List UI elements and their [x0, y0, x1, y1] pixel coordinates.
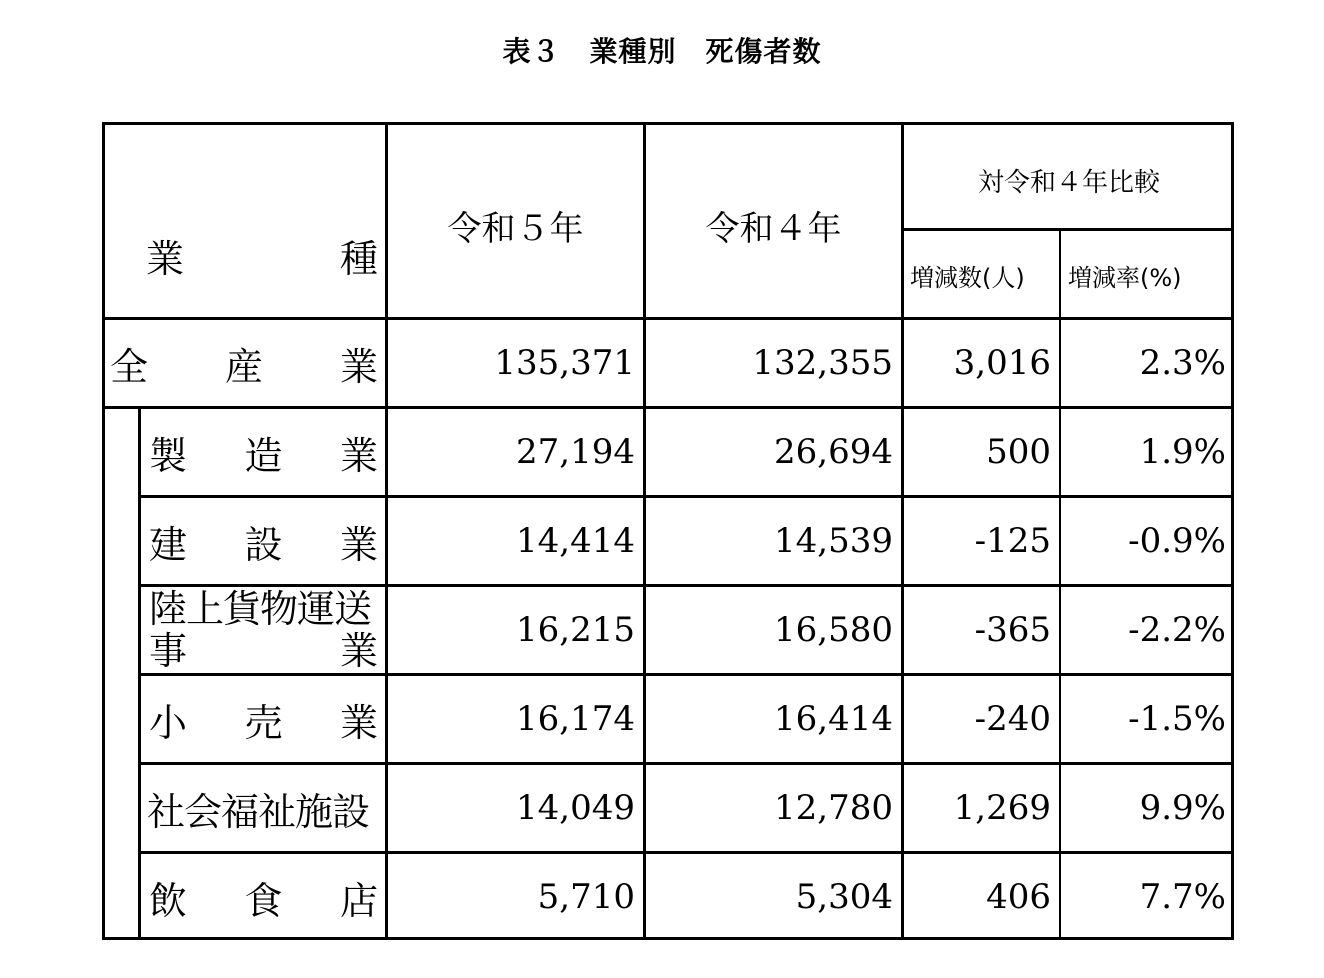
total-label: 全 産 業 [110, 344, 378, 389]
total-diff: 3,016 [953, 343, 1051, 383]
row-r5: 16,215 [516, 610, 635, 650]
header-r5: 令和５年 [447, 208, 584, 249]
row-label-line2: 事 業 [149, 629, 378, 673]
row-rate: -2.2% [1128, 610, 1226, 650]
row-r5: 14,414 [516, 521, 635, 561]
row-rate: 1.9% [1139, 432, 1226, 472]
row-r4: 5,304 [795, 877, 893, 917]
row-r4: 16,414 [774, 699, 893, 739]
row-diff: -365 [974, 610, 1051, 650]
row-diff: -125 [974, 521, 1051, 561]
divider [901, 228, 1234, 231]
row-diff: -240 [974, 699, 1051, 739]
row-diff: 1,269 [953, 788, 1051, 828]
header-compare: 対令和４年比較 [977, 167, 1160, 198]
row-label-line1: 陸上貨物運送 [149, 587, 372, 631]
row-label: 社会福祉施設 [147, 789, 370, 834]
row-r5: 16,174 [516, 699, 635, 739]
row-r5: 14,049 [516, 788, 635, 828]
row-r4: 14,539 [774, 521, 893, 561]
row-rate: 9.9% [1139, 788, 1226, 828]
row-r4: 12,780 [774, 788, 893, 828]
row-diff: 500 [986, 432, 1051, 472]
header-r4: 令和４年 [705, 208, 842, 249]
total-r4: 132,355 [752, 343, 893, 383]
row-rate: -1.5% [1128, 699, 1226, 739]
header-rate: 増減率(%) [1068, 263, 1182, 292]
row-r5: 5,710 [537, 877, 635, 917]
row-label: 建 設 業 [149, 522, 378, 567]
row-r4: 16,580 [774, 610, 893, 650]
row-r5: 27,194 [516, 432, 635, 472]
header-diff: 増減数(人) [910, 263, 1025, 292]
row-label: 小 売 業 [149, 700, 378, 745]
total-rate: 2.3% [1139, 343, 1226, 383]
row-r4: 26,694 [774, 432, 893, 472]
table-title: 表３ 業種別 死傷者数 [502, 35, 822, 68]
row-label: 製 造 業 [149, 433, 378, 478]
header-industry: 業 種 [146, 236, 378, 281]
row-rate: 7.7% [1139, 877, 1226, 917]
row-rate: -0.9% [1128, 521, 1226, 561]
total-r5: 135,371 [494, 343, 635, 383]
row-diff: 406 [986, 877, 1051, 917]
row-label: 飲 食 店 [149, 878, 378, 923]
row-label [141, 587, 386, 673]
